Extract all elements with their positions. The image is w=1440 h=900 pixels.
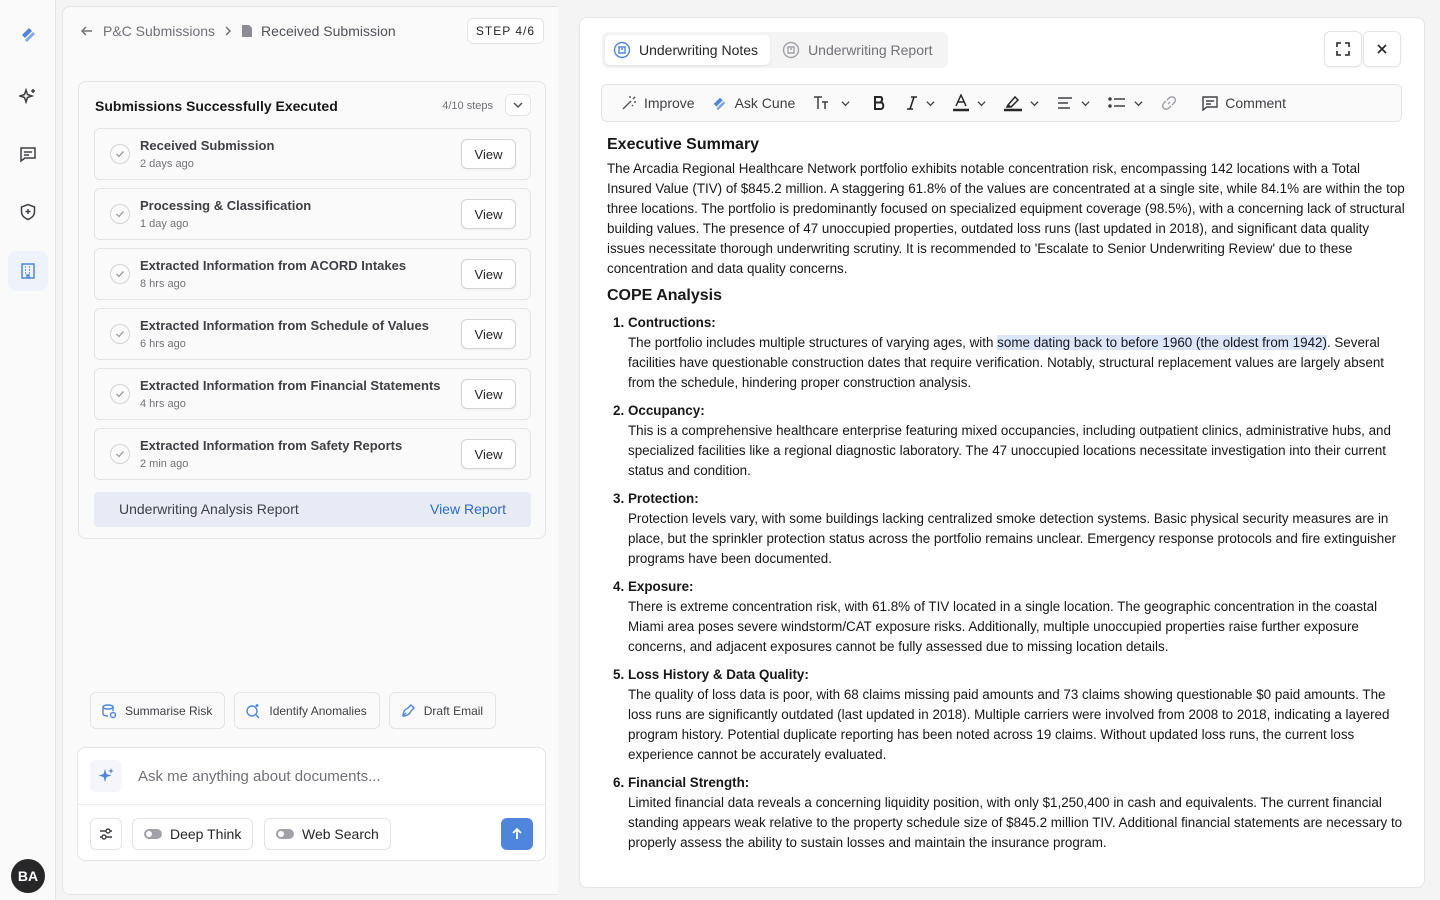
- item-heading: Contructions:: [628, 315, 716, 330]
- italic-icon: [906, 95, 918, 111]
- text-segment: . Several facilities have questionable construction dates that require verification. Notably, structural replacement values are largely absent from the schedule, hindering proper construction analysis.: [628, 335, 1384, 390]
- text-segment: The portfolio includes multiple structures of varying ages, with: [628, 335, 998, 350]
- report-label: Underwriting Analysis Report: [119, 501, 299, 517]
- search-sparkle-icon: [245, 703, 261, 719]
- item-number: 5.: [613, 667, 625, 682]
- notes-icon: [613, 41, 631, 59]
- close-button[interactable]: [1363, 31, 1401, 67]
- chevron-down-icon: [926, 99, 935, 108]
- text-color-icon: [953, 94, 969, 112]
- shield-icon[interactable]: [8, 192, 48, 232]
- building-icon[interactable]: [8, 251, 48, 291]
- step-name: Extracted Information from Financial Statements: [140, 378, 441, 393]
- check-circle-icon: [110, 324, 130, 344]
- item-number: 4.: [613, 579, 625, 594]
- steps-progress: 4/10 steps: [442, 100, 493, 112]
- expand-button[interactable]: [1324, 31, 1362, 67]
- expand-icon: [1336, 42, 1350, 56]
- comment-label: Comment: [1225, 95, 1286, 111]
- document-icon: [241, 24, 253, 38]
- step-name: Extracted Information from Schedule of Values: [140, 318, 429, 333]
- composer-divider: [78, 804, 545, 805]
- cope-list: [613, 313, 1405, 853]
- web-search-label: Web Search: [302, 826, 379, 842]
- document-body[interactable]: [607, 134, 1405, 861]
- chip-label: Draft Email: [423, 703, 484, 718]
- cope-item: [613, 577, 1405, 657]
- user-avatar[interactable]: BA: [11, 859, 45, 893]
- left-rail: [0, 0, 56, 900]
- text-size-icon: [813, 95, 833, 111]
- tab-label: Underwriting Report: [808, 42, 933, 58]
- app-logo-icon[interactable]: [8, 14, 48, 54]
- exec-summary-heading: Executive Summary: [607, 136, 760, 153]
- comment-button[interactable]: [1201, 88, 1286, 118]
- item-text: There is extreme concentration risk, with 61.8% of TIV located in a single location. The geographic concentration in the coastal Miami area poses severe windstorm/CAT exposure risks. Additionally, multiple unoccupied properties raise further exposure concerns, and adjacent exposures cannot be fully assessed due to missing location details.: [628, 599, 1378, 654]
- send-button[interactable]: [501, 818, 533, 850]
- chevron-down-icon: [841, 99, 850, 108]
- italic-dropdown[interactable]: [906, 88, 935, 118]
- step-item: [94, 248, 531, 300]
- item-heading: Protection:: [628, 491, 699, 506]
- chevron-down-icon: [1030, 99, 1039, 108]
- item-heading: Exposure:: [628, 579, 694, 594]
- card-title: Submissions Successfully Executed: [95, 98, 338, 114]
- bold-button[interactable]: [872, 88, 886, 118]
- cope-item: [613, 401, 1405, 481]
- highlight-dropdown[interactable]: [1004, 88, 1039, 118]
- item-heading: Occupancy:: [628, 403, 705, 418]
- highlighter-icon: [1004, 94, 1022, 112]
- step-time: 2 days ago: [140, 158, 194, 170]
- link-button[interactable]: [1161, 88, 1177, 118]
- align-dropdown[interactable]: [1057, 88, 1090, 118]
- back-arrow-icon[interactable]: [79, 23, 95, 39]
- step-item: [94, 308, 531, 360]
- step-item: [94, 188, 531, 240]
- ai-sparkle-icon[interactable]: [8, 77, 48, 117]
- arrow-up-icon: [510, 827, 524, 841]
- align-left-icon: [1057, 96, 1073, 110]
- check-circle-icon: [110, 144, 130, 164]
- item-text: Protection levels vary, with some buildings lacking centralized smoke detection systems. Basic physical security measures are in place, but the sprinkler protection status across the portfolio remains unclear. Emergency response protocols and fire extinguisher programs have been documented.: [628, 511, 1397, 566]
- bullet-list-icon: [1108, 96, 1126, 110]
- chip-label: Identify Anomalies: [269, 703, 367, 718]
- toggle-switch: [144, 829, 162, 839]
- view-report-link[interactable]: View Report: [429, 501, 506, 517]
- check-circle-icon: [110, 264, 130, 284]
- view-button[interactable]: View: [461, 259, 516, 289]
- chat-composer: [77, 747, 546, 861]
- chevron-down-icon: [1081, 99, 1090, 108]
- text-size-dropdown[interactable]: [813, 88, 850, 118]
- editor-toolbar: [601, 84, 1402, 122]
- step-time: 8 hrs ago: [140, 278, 186, 290]
- link-icon: [1161, 95, 1177, 111]
- item-heading: Financial Strength:: [628, 775, 750, 790]
- chevron-down-icon: [513, 100, 523, 110]
- chat-icon[interactable]: [8, 134, 48, 174]
- cope-item: [613, 489, 1405, 569]
- step-time: 1 day ago: [140, 218, 189, 230]
- report-icon: [782, 41, 800, 59]
- chat-input[interactable]: [138, 762, 528, 790]
- draft-icon: [400, 703, 416, 719]
- step-name: Received Submission: [140, 138, 275, 153]
- item-text: Limited financial data reveals a concerning liquidity position, with only $1,250,400 in cash and equivalents. The current financial standing appears weak relative to the property schedule size of $845.2 million TIV. Additional financial statements are necessary to properly assess the ability to sustain losses and maintain the insurance program.: [628, 795, 1403, 850]
- doc-tabs: [602, 32, 948, 68]
- database-icon: [101, 703, 117, 719]
- web-search-toggle[interactable]: [264, 818, 391, 850]
- collapse-toggle[interactable]: [505, 94, 531, 116]
- item-text: The quality of loss data is poor, with 68 claims missing paid amounts and 73 claims showing questionable $0 paid amounts. The loss runs are significantly outdated (last updated in 2018). Multiple carriers were involved from 2008 to 2018, indicating a layered program history. Potential duplicate reporting has been noted across 19 claims. Without updated loss runs, the current loss experience cannot be accurately evaluated.: [628, 687, 1390, 762]
- view-button[interactable]: View: [461, 139, 516, 169]
- step-name: Extracted Information from ACORD Intakes: [140, 258, 407, 273]
- step-item: [94, 428, 531, 480]
- text-color-dropdown[interactable]: [953, 88, 986, 118]
- bold-icon: [872, 95, 886, 111]
- item-number: 6.: [613, 775, 625, 790]
- chevron-down-icon: [1134, 99, 1143, 108]
- cope-heading: COPE Analysis: [607, 287, 723, 304]
- deep-think-label: Deep Think: [170, 826, 242, 842]
- ask-cune-button[interactable]: [711, 88, 796, 118]
- chevron-right-icon: [223, 26, 233, 36]
- step-list: [94, 128, 531, 488]
- item-number: 3.: [613, 491, 625, 506]
- breadcrumb-parent[interactable]: P&C Submissions: [103, 23, 216, 39]
- step-name: Extracted Information from Safety Reports: [140, 438, 403, 453]
- step-name: Processing & Classification: [140, 198, 312, 213]
- sliders-icon: [98, 826, 114, 842]
- improve-button[interactable]: [620, 88, 695, 118]
- cope-item: [613, 313, 1405, 393]
- check-circle-icon: [110, 444, 130, 464]
- identify-anomalies-button[interactable]: [234, 692, 379, 729]
- tab-underwriting-notes[interactable]: [605, 35, 770, 65]
- submissions-card: [78, 81, 546, 539]
- cune-logo-icon: [711, 94, 729, 112]
- view-button[interactable]: View: [461, 199, 516, 229]
- chevron-down-icon: [977, 99, 986, 108]
- step-item: [94, 368, 531, 420]
- step-indicator: STEP 4/6: [467, 18, 544, 44]
- close-icon: [1376, 43, 1388, 55]
- report-bar: [94, 492, 531, 527]
- toggle-switch: [276, 829, 294, 839]
- item-number: 2.: [613, 403, 625, 418]
- ask-cune-label: Ask Cune: [734, 95, 796, 111]
- view-button[interactable]: View: [461, 439, 516, 469]
- list-dropdown[interactable]: [1108, 88, 1143, 118]
- settings-sliders-button[interactable]: [90, 818, 122, 850]
- tab-underwriting-report[interactable]: [774, 35, 945, 65]
- step-time: 2 min ago: [140, 458, 189, 470]
- item-text: [628, 333, 1405, 393]
- view-button[interactable]: View: [461, 319, 516, 349]
- magic-wand-icon: [620, 94, 638, 112]
- step-item: [94, 128, 531, 180]
- highlighted-text[interactable]: some dating back to before 1960 (the oldest from 1942): [997, 335, 1327, 350]
- draft-email-button[interactable]: [389, 692, 496, 729]
- item-heading: Loss History & Data Quality:: [628, 667, 809, 682]
- check-circle-icon: [110, 384, 130, 404]
- document-panel: [579, 17, 1425, 888]
- step-time: 4 hrs ago: [140, 398, 186, 410]
- check-circle-icon: [110, 204, 130, 224]
- chip-label: Summarise Risk: [125, 703, 213, 718]
- deep-think-toggle[interactable]: [132, 818, 253, 850]
- item-number: 1.: [613, 315, 625, 330]
- summarise-risk-button[interactable]: [90, 692, 225, 729]
- sparkle-icon: [90, 760, 122, 792]
- step-time: 6 hrs ago: [140, 338, 186, 350]
- tab-label: Underwriting Notes: [639, 42, 759, 58]
- cope-item: [613, 665, 1405, 765]
- breadcrumb-current: Received Submission: [261, 23, 396, 39]
- exec-summary-text: The Arcadia Regional Healthcare Network portfolio exhibits notable concentration risk, encompassing 142 locations with a Total Insured Value (TIV) of $845.2 million. A staggering 61.8% of the values are concentrated at a single site, while 84.1% are within the top three locations. The portfolio is predominantly focused on specialized equipment coverage (98.5%), with a concerning lack of structural building values. The presence of 47 unoccupied properties, outdated loss runs (last updated in 2018), and significant data quality issues necessitate thorough underwriting scrutiny. It is recommended to 'Escalate to Senior Underwriting Review' due to these concentration and data quality concerns.: [607, 161, 1405, 276]
- comment-icon: [1201, 94, 1219, 112]
- cope-item: [613, 773, 1405, 853]
- improve-label: Improve: [644, 95, 695, 111]
- view-button[interactable]: View: [461, 379, 516, 409]
- item-text: This is a comprehensive healthcare enterprise featuring mixed occupancies, including outpatient clinics, administrative hubs, and specialized facilities like a regional diagnostic laboratory. The 47 unoccupied locations necessitate investigation into their current status and condition.: [628, 423, 1391, 478]
- quick-actions: [90, 692, 496, 729]
- workflow-panel: [62, 6, 558, 895]
